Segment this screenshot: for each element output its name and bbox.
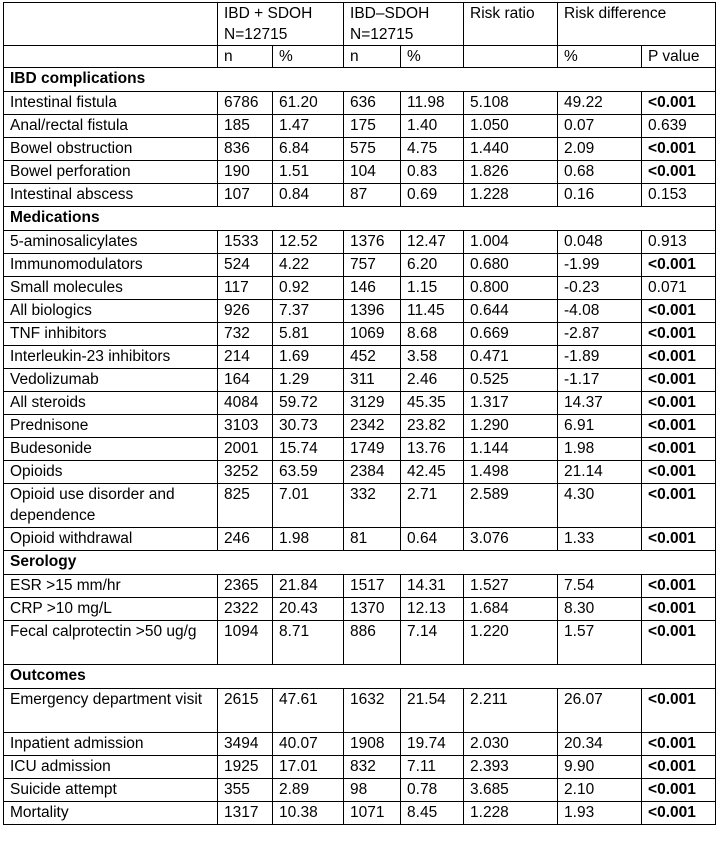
cell-n-no-sdoh: 757 [344, 254, 401, 277]
row-label: Emergency department visit [4, 689, 218, 733]
cell-n-sdoh: 185 [218, 115, 273, 138]
cell-pct-sdoh: 8.71 [273, 621, 344, 665]
cell-n-no-sdoh: 175 [344, 115, 401, 138]
cell-pct-no-sdoh: 8.45 [401, 802, 464, 825]
cell-pct-sdoh: 0.84 [273, 184, 344, 207]
cell-risk-difference: 4.30 [558, 484, 642, 528]
table-row [4, 779, 716, 802]
header-rd-pct: % [558, 46, 642, 68]
cell-p-value: <0.001 [642, 598, 716, 621]
header-row-1 [4, 3, 716, 46]
header-risk-ratio: Risk ratio [464, 3, 558, 46]
cell-p-value: 0.153 [642, 184, 716, 207]
cell-n-sdoh: 2322 [218, 598, 273, 621]
cell-p-value: <0.001 [642, 575, 716, 598]
cell-n-sdoh: 3103 [218, 415, 273, 438]
cell-pct-no-sdoh: 0.78 [401, 779, 464, 802]
cell-risk-ratio: 1.317 [464, 392, 558, 415]
cell-risk-ratio: 1.228 [464, 184, 558, 207]
cell-pct-sdoh: 2.89 [273, 779, 344, 802]
cell-risk-difference: 49.22 [558, 92, 642, 115]
cell-pct-no-sdoh: 7.14 [401, 621, 464, 665]
row-label: ESR >15 mm/hr [4, 575, 218, 598]
row-label: TNF inhibitors [4, 323, 218, 346]
row-label: Inpatient admission [4, 733, 218, 756]
cell-n-sdoh: 1094 [218, 621, 273, 665]
cell-p-value: <0.001 [642, 802, 716, 825]
cell-p-value: 0.913 [642, 231, 716, 254]
row-label: Immunomodulators [4, 254, 218, 277]
row-label: Bowel obstruction [4, 138, 218, 161]
cell-p-value: <0.001 [642, 528, 716, 551]
cell-p-value: <0.001 [642, 438, 716, 461]
table-row [4, 254, 716, 277]
cell-risk-difference: 26.07 [558, 689, 642, 733]
cell-n-sdoh: 190 [218, 161, 273, 184]
table-row [4, 277, 716, 300]
cell-pct-sdoh: 17.01 [273, 756, 344, 779]
cell-n-no-sdoh: 1370 [344, 598, 401, 621]
table-row [4, 756, 716, 779]
cell-pct-sdoh: 1.47 [273, 115, 344, 138]
cell-pct-no-sdoh: 45.35 [401, 392, 464, 415]
row-label: Fecal calprotectin >50 ug/g [4, 621, 218, 665]
section-title: IBD complications [4, 68, 716, 92]
table-row [4, 733, 716, 756]
row-label: Intestinal abscess [4, 184, 218, 207]
cell-p-value: <0.001 [642, 369, 716, 392]
cell-n-no-sdoh: 1396 [344, 300, 401, 323]
header-blank-2 [4, 46, 218, 68]
cell-pct-sdoh: 1.98 [273, 528, 344, 551]
cell-p-value: <0.001 [642, 461, 716, 484]
cell-n-sdoh: 836 [218, 138, 273, 161]
section-header-row [4, 207, 716, 231]
cell-n-sdoh: 3252 [218, 461, 273, 484]
cell-pct-sdoh: 1.69 [273, 346, 344, 369]
cell-risk-ratio: 1.220 [464, 621, 558, 665]
cell-risk-difference: 20.34 [558, 733, 642, 756]
cell-risk-ratio: 1.228 [464, 802, 558, 825]
cell-risk-difference: 1.33 [558, 528, 642, 551]
cell-n-no-sdoh: 452 [344, 346, 401, 369]
cell-risk-ratio: 1.684 [464, 598, 558, 621]
cell-pct-no-sdoh: 21.54 [401, 689, 464, 733]
cell-n-sdoh: 732 [218, 323, 273, 346]
cell-risk-difference: 1.57 [558, 621, 642, 665]
cell-pct-no-sdoh: 1.15 [401, 277, 464, 300]
cell-p-value: <0.001 [642, 689, 716, 733]
cell-risk-difference: 6.91 [558, 415, 642, 438]
cell-risk-ratio: 2.393 [464, 756, 558, 779]
cell-p-value: 0.639 [642, 115, 716, 138]
header-group2-label: IBD–SDOH [350, 5, 430, 22]
table-row [4, 392, 716, 415]
cell-n-no-sdoh: 575 [344, 138, 401, 161]
cell-n-no-sdoh: 2342 [344, 415, 401, 438]
cell-p-value: <0.001 [642, 254, 716, 277]
cell-n-sdoh: 2001 [218, 438, 273, 461]
cell-p-value: <0.001 [642, 484, 716, 528]
cell-pct-sdoh: 21.84 [273, 575, 344, 598]
cell-risk-ratio: 0.471 [464, 346, 558, 369]
row-label: Intestinal fistula [4, 92, 218, 115]
cell-pct-no-sdoh: 0.69 [401, 184, 464, 207]
section-title: Outcomes [4, 665, 716, 689]
cell-pct-sdoh: 15.74 [273, 438, 344, 461]
table-row [4, 689, 716, 733]
cell-pct-no-sdoh: 6.20 [401, 254, 464, 277]
cell-risk-ratio: 1.498 [464, 461, 558, 484]
row-label: ICU admission [4, 756, 218, 779]
cell-pct-no-sdoh: 0.83 [401, 161, 464, 184]
cell-risk-ratio: 2.211 [464, 689, 558, 733]
header-n1: n [218, 46, 273, 68]
header-n2: n [344, 46, 401, 68]
header-risk-difference: Risk difference [558, 3, 716, 46]
cell-risk-ratio: 1.826 [464, 161, 558, 184]
cell-n-sdoh: 164 [218, 369, 273, 392]
cell-pct-no-sdoh: 8.68 [401, 323, 464, 346]
cell-n-no-sdoh: 98 [344, 779, 401, 802]
cell-pct-sdoh: 63.59 [273, 461, 344, 484]
cell-n-sdoh: 926 [218, 300, 273, 323]
cell-risk-ratio: 1.440 [464, 138, 558, 161]
cell-risk-difference: -0.23 [558, 277, 642, 300]
table-row [4, 484, 716, 528]
cell-risk-difference: 21.14 [558, 461, 642, 484]
cell-pct-sdoh: 7.01 [273, 484, 344, 528]
header-group1-label: IBD + SDOH [224, 5, 313, 22]
row-label: Opioids [4, 461, 218, 484]
table-row [4, 575, 716, 598]
table-row [4, 115, 716, 138]
cell-risk-difference: 9.90 [558, 756, 642, 779]
cell-n-sdoh: 6786 [218, 92, 273, 115]
cell-n-sdoh: 524 [218, 254, 273, 277]
cell-n-sdoh: 825 [218, 484, 273, 528]
header-group2 [344, 3, 464, 46]
cell-risk-difference: 0.16 [558, 184, 642, 207]
table-row [4, 161, 716, 184]
cell-pct-no-sdoh: 2.46 [401, 369, 464, 392]
table-row [4, 802, 716, 825]
header-rr-blank [464, 46, 558, 68]
cell-pct-no-sdoh: 11.45 [401, 300, 464, 323]
cell-n-no-sdoh: 1069 [344, 323, 401, 346]
cell-n-no-sdoh: 1908 [344, 733, 401, 756]
cell-pct-no-sdoh: 13.76 [401, 438, 464, 461]
section-header-row [4, 551, 716, 575]
cell-pct-no-sdoh: 3.58 [401, 346, 464, 369]
row-label: Interleukin-23 inhibitors [4, 346, 218, 369]
cell-p-value: <0.001 [642, 733, 716, 756]
cell-risk-difference: 2.09 [558, 138, 642, 161]
table-row [4, 92, 716, 115]
cell-risk-difference: 7.54 [558, 575, 642, 598]
cell-pct-sdoh: 7.37 [273, 300, 344, 323]
header-pvalue: P value [642, 46, 716, 68]
table-row [4, 621, 716, 665]
cell-n-no-sdoh: 81 [344, 528, 401, 551]
cell-pct-sdoh: 5.81 [273, 323, 344, 346]
cell-p-value: <0.001 [642, 392, 716, 415]
header-row-2 [4, 46, 716, 68]
cell-n-no-sdoh: 104 [344, 161, 401, 184]
cell-p-value: <0.001 [642, 92, 716, 115]
table-row [4, 231, 716, 254]
cell-n-no-sdoh: 3129 [344, 392, 401, 415]
section-title: Medications [4, 207, 716, 231]
cell-p-value: <0.001 [642, 161, 716, 184]
cell-n-no-sdoh: 2384 [344, 461, 401, 484]
header-group1 [218, 3, 344, 46]
cell-pct-no-sdoh: 42.45 [401, 461, 464, 484]
cell-risk-ratio: 2.030 [464, 733, 558, 756]
table-row [4, 138, 716, 161]
cell-n-no-sdoh: 332 [344, 484, 401, 528]
section-header-row [4, 68, 716, 92]
cell-n-sdoh: 3494 [218, 733, 273, 756]
cell-risk-ratio: 0.800 [464, 277, 558, 300]
cell-n-no-sdoh: 1517 [344, 575, 401, 598]
row-label: Prednisone [4, 415, 218, 438]
cell-risk-difference: 1.93 [558, 802, 642, 825]
results-table [3, 2, 716, 825]
cell-n-sdoh: 2365 [218, 575, 273, 598]
cell-risk-ratio: 1.050 [464, 115, 558, 138]
cell-pct-sdoh: 0.92 [273, 277, 344, 300]
cell-p-value: <0.001 [642, 756, 716, 779]
cell-risk-difference: 2.10 [558, 779, 642, 802]
cell-risk-ratio: 1.004 [464, 231, 558, 254]
cell-pct-sdoh: 30.73 [273, 415, 344, 438]
cell-n-no-sdoh: 636 [344, 92, 401, 115]
cell-pct-sdoh: 61.20 [273, 92, 344, 115]
cell-n-sdoh: 355 [218, 779, 273, 802]
cell-risk-ratio: 1.527 [464, 575, 558, 598]
cell-n-no-sdoh: 1071 [344, 802, 401, 825]
cell-risk-difference: 0.68 [558, 161, 642, 184]
row-label: Vedolizumab [4, 369, 218, 392]
header-pct1: % [273, 46, 344, 68]
table-row [4, 598, 716, 621]
row-label: Mortality [4, 802, 218, 825]
cell-p-value: <0.001 [642, 621, 716, 665]
table-row [4, 438, 716, 461]
table-row [4, 415, 716, 438]
header-group2-n: N=12715 [350, 26, 414, 43]
cell-pct-sdoh: 20.43 [273, 598, 344, 621]
cell-n-sdoh: 1925 [218, 756, 273, 779]
cell-n-no-sdoh: 832 [344, 756, 401, 779]
cell-p-value: 0.071 [642, 277, 716, 300]
cell-pct-sdoh: 10.38 [273, 802, 344, 825]
cell-pct-no-sdoh: 23.82 [401, 415, 464, 438]
cell-risk-difference: 0.048 [558, 231, 642, 254]
cell-pct-no-sdoh: 11.98 [401, 92, 464, 115]
cell-n-sdoh: 1317 [218, 802, 273, 825]
cell-risk-ratio: 0.680 [464, 254, 558, 277]
cell-p-value: <0.001 [642, 323, 716, 346]
row-label: All biologics [4, 300, 218, 323]
cell-n-sdoh: 4084 [218, 392, 273, 415]
cell-pct-no-sdoh: 19.74 [401, 733, 464, 756]
cell-pct-no-sdoh: 12.13 [401, 598, 464, 621]
cell-n-no-sdoh: 886 [344, 621, 401, 665]
cell-p-value: <0.001 [642, 346, 716, 369]
cell-n-sdoh: 107 [218, 184, 273, 207]
cell-p-value: <0.001 [642, 779, 716, 802]
table-row [4, 184, 716, 207]
row-label: Budesonide [4, 438, 218, 461]
cell-pct-no-sdoh: 4.75 [401, 138, 464, 161]
cell-pct-sdoh: 59.72 [273, 392, 344, 415]
cell-risk-ratio: 1.290 [464, 415, 558, 438]
cell-risk-ratio: 1.144 [464, 438, 558, 461]
cell-pct-no-sdoh: 12.47 [401, 231, 464, 254]
header-group1-n: N=12715 [224, 26, 288, 43]
cell-n-sdoh: 2615 [218, 689, 273, 733]
cell-n-no-sdoh: 311 [344, 369, 401, 392]
row-label: All steroids [4, 392, 218, 415]
header-pct2: % [401, 46, 464, 68]
section-title: Serology [4, 551, 716, 575]
cell-risk-difference: 1.98 [558, 438, 642, 461]
row-label: CRP >10 mg/L [4, 598, 218, 621]
cell-pct-sdoh: 40.07 [273, 733, 344, 756]
cell-n-sdoh: 1533 [218, 231, 273, 254]
cell-n-sdoh: 214 [218, 346, 273, 369]
cell-pct-no-sdoh: 1.40 [401, 115, 464, 138]
cell-risk-ratio: 0.525 [464, 369, 558, 392]
table-row [4, 300, 716, 323]
cell-risk-difference: -1.99 [558, 254, 642, 277]
cell-n-no-sdoh: 1749 [344, 438, 401, 461]
row-label: Anal/rectal fistula [4, 115, 218, 138]
cell-p-value: <0.001 [642, 415, 716, 438]
table-row [4, 323, 716, 346]
cell-pct-sdoh: 6.84 [273, 138, 344, 161]
cell-pct-sdoh: 1.51 [273, 161, 344, 184]
cell-pct-sdoh: 4.22 [273, 254, 344, 277]
row-label: Small molecules [4, 277, 218, 300]
cell-risk-ratio: 5.108 [464, 92, 558, 115]
cell-risk-difference: 0.07 [558, 115, 642, 138]
cell-risk-difference: -1.17 [558, 369, 642, 392]
section-header-row [4, 665, 716, 689]
cell-risk-difference: 8.30 [558, 598, 642, 621]
cell-pct-sdoh: 1.29 [273, 369, 344, 392]
row-label: Opioid use disorder and dependence [4, 484, 218, 528]
cell-n-no-sdoh: 146 [344, 277, 401, 300]
row-label: 5-aminosalicylates [4, 231, 218, 254]
cell-risk-difference: -1.89 [558, 346, 642, 369]
cell-p-value: <0.001 [642, 138, 716, 161]
cell-n-no-sdoh: 87 [344, 184, 401, 207]
cell-risk-difference: 14.37 [558, 392, 642, 415]
cell-pct-no-sdoh: 2.71 [401, 484, 464, 528]
table-row [4, 528, 716, 551]
cell-pct-sdoh: 12.52 [273, 231, 344, 254]
cell-pct-sdoh: 47.61 [273, 689, 344, 733]
cell-risk-ratio: 3.685 [464, 779, 558, 802]
table-row [4, 461, 716, 484]
row-label: Opioid withdrawal [4, 528, 218, 551]
cell-risk-ratio: 0.644 [464, 300, 558, 323]
cell-risk-difference: -2.87 [558, 323, 642, 346]
cell-risk-ratio: 3.076 [464, 528, 558, 551]
table-row [4, 346, 716, 369]
cell-risk-difference: -4.08 [558, 300, 642, 323]
cell-n-sdoh: 246 [218, 528, 273, 551]
row-label: Suicide attempt [4, 779, 218, 802]
cell-n-no-sdoh: 1376 [344, 231, 401, 254]
table-row [4, 369, 716, 392]
cell-risk-ratio: 2.589 [464, 484, 558, 528]
cell-pct-no-sdoh: 14.31 [401, 575, 464, 598]
header-blank [4, 3, 218, 46]
cell-pct-no-sdoh: 0.64 [401, 528, 464, 551]
row-label: Bowel perforation [4, 161, 218, 184]
cell-risk-ratio: 0.669 [464, 323, 558, 346]
cell-n-sdoh: 117 [218, 277, 273, 300]
cell-p-value: <0.001 [642, 300, 716, 323]
cell-pct-no-sdoh: 7.11 [401, 756, 464, 779]
cell-n-no-sdoh: 1632 [344, 689, 401, 733]
